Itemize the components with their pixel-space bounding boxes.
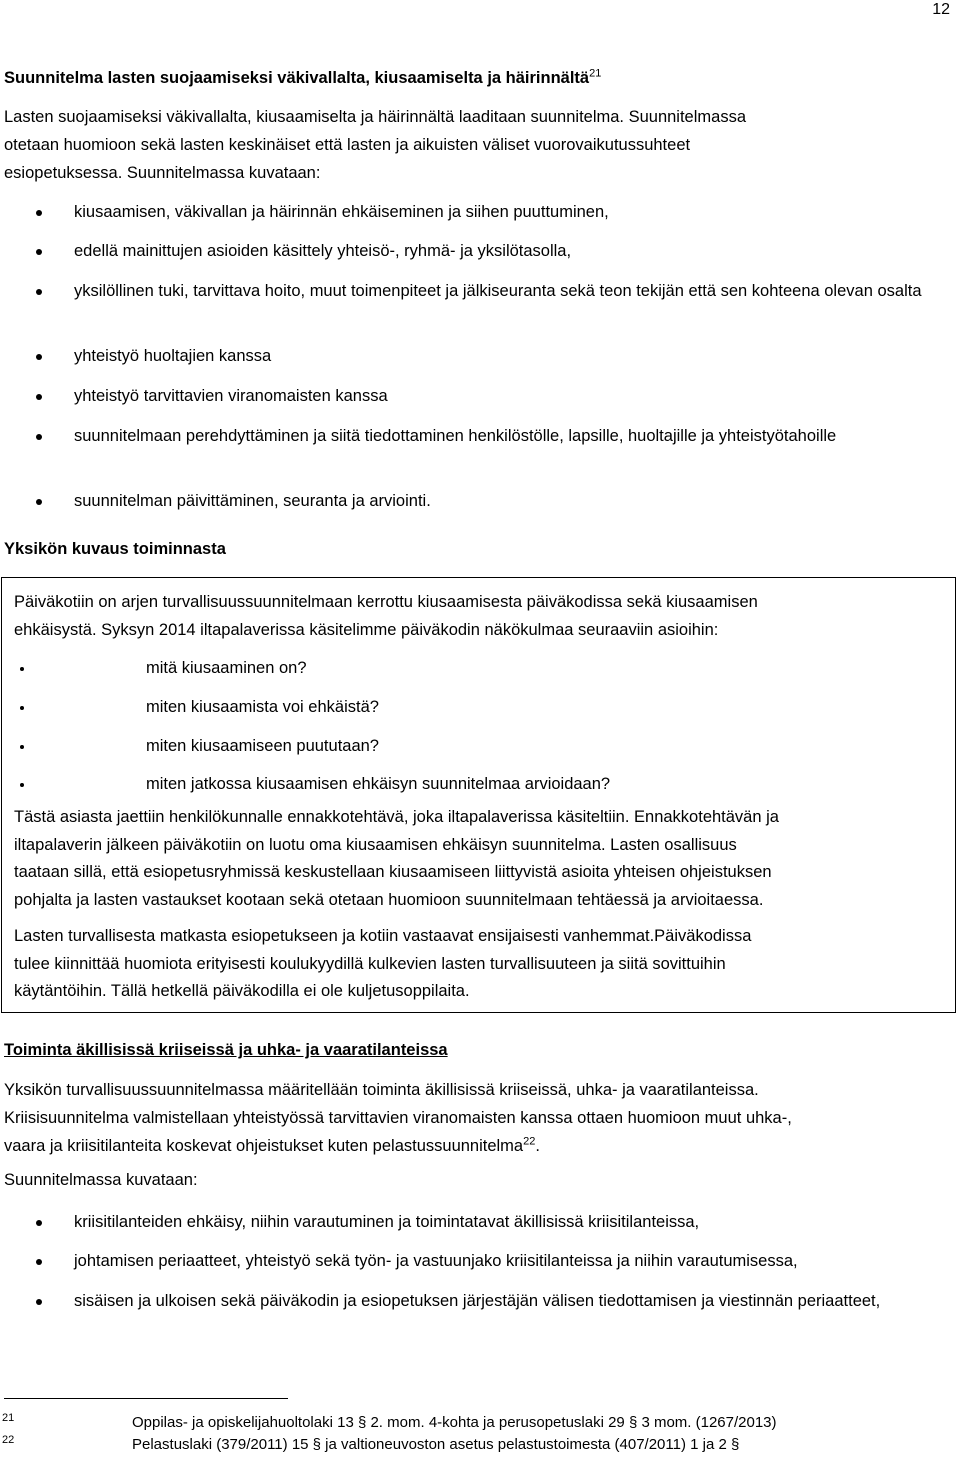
bullet-icon <box>20 667 24 671</box>
footnote-text: Pelastuslaki (379/2011) 15 § ja valtioneuvoston asetus pelastustoimesta (407/2011) 1 ja 2 § <box>132 1436 740 1453</box>
paragraph-line-text: vaara ja kriisitilanteita koskevat ohjeistukset kuten pelastussuunnitelma <box>4 1137 524 1155</box>
paragraph-line: Lasten suojaamiseksi väkivallalta, kiusaamiselta ja häirinnältä laaditaan suunnitelma. Suunnitelmassa <box>4 108 746 126</box>
list-item-text: suunnitelman päivittäminen, seuranta ja arviointi. <box>74 492 431 510</box>
heading-text: Suunnitelma lasten suojaamiseksi väkivallalta, kiusaamiselta ja häirinnältä <box>4 69 590 87</box>
list-item-text: sisäisen ja ulkoisen sekä päiväkodin ja esiopetuksen järjestäjän välisen tiedottamisen ja viestinnän periaatteet, <box>74 1292 881 1310</box>
crisis-list-intro: Suunnitelmassa kuvataan: <box>4 1171 198 1189</box>
bullet-icon <box>36 210 42 216</box>
paragraph-line: Päiväkotiin on arjen turvallisuussuunnitelmaan kerrottu kiusaamisesta päiväkodissa sekä kiusaamisen <box>14 593 758 611</box>
section-heading-unit-description: Yksikön kuvaus toiminnasta <box>4 540 226 558</box>
list-item-text: suunnitelmaan perehdyttäminen ja siitä tiedottaminen henkilöstölle, lapsille, huoltajille ja yhteistyötahoille <box>74 427 837 445</box>
paragraph-line <box>4 1132 956 1160</box>
paragraph-line: käytäntöihin. Tällä hetkellä päiväkodilla ei ole kuljetusoppilaita. <box>14 982 470 1000</box>
bullet-icon <box>36 249 42 255</box>
protection-plan-paragraph <box>4 103 956 187</box>
crisis-paragraph <box>4 1076 956 1160</box>
paragraph-line: taataan sillä, että esiopetusryhmissä keskustellaan kiusaamiseen liittyvistä asioita yhteisen ohjeistuksen <box>14 863 772 881</box>
bullet-icon <box>36 394 42 400</box>
bullet-icon <box>20 706 24 710</box>
paragraph-line: esiopetuksessa. Suunnitelmassa kuvataan: <box>4 164 321 182</box>
bullet-icon <box>20 745 24 749</box>
list-item-text: yksilöllinen tuki, tarvittava hoito, muut toimenpiteet ja jälkiseuranta sekä teon tekijän että sen kohteena olevan osalta <box>74 282 922 300</box>
footnote-text: Oppilas- ja opiskelijahuoltolaki 13 § 2. mom. 4-kohta ja perusopetuslaki 29 § 3 mom. (1267/2013) <box>132 1414 777 1431</box>
paragraph-line-end: . <box>535 1137 540 1155</box>
paragraph-line: Lasten turvallisesta matkasta esiopetukseen ja kotiin vastaavat ensijaisesti vanhemmat.Päiväkodissa <box>14 927 752 945</box>
bullet-icon <box>36 289 42 295</box>
list-item-text: miten kiusaamiseen puututaan? <box>146 737 379 755</box>
bullet-icon <box>36 1299 42 1305</box>
section-heading-crisis: Toiminta äkillisissä kriiseissä ja uhka- ja vaaratilanteissa <box>4 1041 448 1059</box>
paragraph-line: ehkäisystä. Syksyn 2014 iltapalaverissa käsitelimme päiväkodin näkökulmaa seuraaviin asioihin: <box>14 621 719 639</box>
box-paragraph-2 <box>14 804 944 914</box>
paragraph-line: tulee kiinnittää huomiota erityisesti koulukyydillä kulkevien lasten turvallisuuteen ja siitä sovittuihin <box>14 954 726 973</box>
box-paragraph-3 <box>14 923 944 1006</box>
bullet-icon <box>36 354 42 360</box>
paragraph-line: Kriisisuunnitelma valmistellaan yhteistyössä tarvittavien viranomaisten kanssa ottaen huomioon muut uhka-, <box>4 1109 792 1127</box>
list-item-text: yhteistyö tarvittavien viranomaisten kanssa <box>74 387 388 405</box>
footnote-number: 21 <box>2 1412 15 1424</box>
section-heading-protection-plan <box>4 69 601 88</box>
list-item-text: miten kiusaamista voi ehkäistä? <box>146 698 379 716</box>
list-item-text: kiusaamisen, väkivallan ja häirinnän ehkäiseminen ja siihen puuttuminen, <box>74 203 609 221</box>
list-item-text: yhteistyö huoltajien kanssa <box>74 347 272 365</box>
box-intro-paragraph <box>14 588 944 644</box>
paragraph-line: Yksikön turvallisuussuunnitelmassa määritellään toiminta äkillisissä kriiseissä, uhka- ja vaaratilanteissa. <box>4 1081 759 1099</box>
bullet-icon <box>36 1220 42 1226</box>
footnote-separator <box>4 1398 288 1399</box>
bullet-icon <box>36 499 42 505</box>
paragraph-line: iltapalaverin jälkeen päiväkotiin on luotu oma kiusaamisen ehkäisyn suunnitelma. Lasten osallisuus <box>14 835 737 854</box>
list-item-text: miten jatkossa kiusaamisen ehkäisyn suunnitelmaa arvioidaan? <box>146 775 611 793</box>
paragraph-line: Tästä asiasta jaettiin henkilökunnalle ennakkotehtävä, joka iltapalaverissa käsiteltiin. Ennakkotehtävän ja <box>14 808 779 826</box>
list-item-text: mitä kiusaaminen on? <box>146 659 307 677</box>
unit-description-box <box>1 577 956 1013</box>
footnote-ref-21[interactable]: 21 <box>589 67 602 80</box>
bullet-icon <box>36 1259 42 1265</box>
page-number: 12 <box>932 1 950 18</box>
list-item-text: johtamisen periaatteet, yhteistyö sekä työn- ja vastuunjako kriisitilanteissa ja niihin varautumisessa, <box>74 1252 798 1270</box>
footnote-number: 22 <box>2 1434 15 1446</box>
bullet-icon <box>36 434 42 440</box>
footnote-ref-22[interactable]: 22 <box>523 1135 536 1148</box>
list-item-text: edellä mainittujen asioiden käsittely yhteisö-, ryhmä- ja yksilötasolla, <box>74 242 572 260</box>
list-item-text: kriisitilanteiden ehkäisy, niihin varautuminen ja toimintatavat äkillisissä kriisitilanteissa, <box>74 1213 700 1231</box>
bullet-icon <box>20 783 24 787</box>
paragraph-line: pohjalta ja lasten vastaukset kootaan sekä otetaan huomioon suunnitelmaan tehtäessä ja arvioitaessa. <box>14 890 764 909</box>
paragraph-line: otetaan huomioon sekä lasten keskinäiset että lasten ja aikuisten väliset vuorovaikutussuhteet <box>4 136 691 154</box>
